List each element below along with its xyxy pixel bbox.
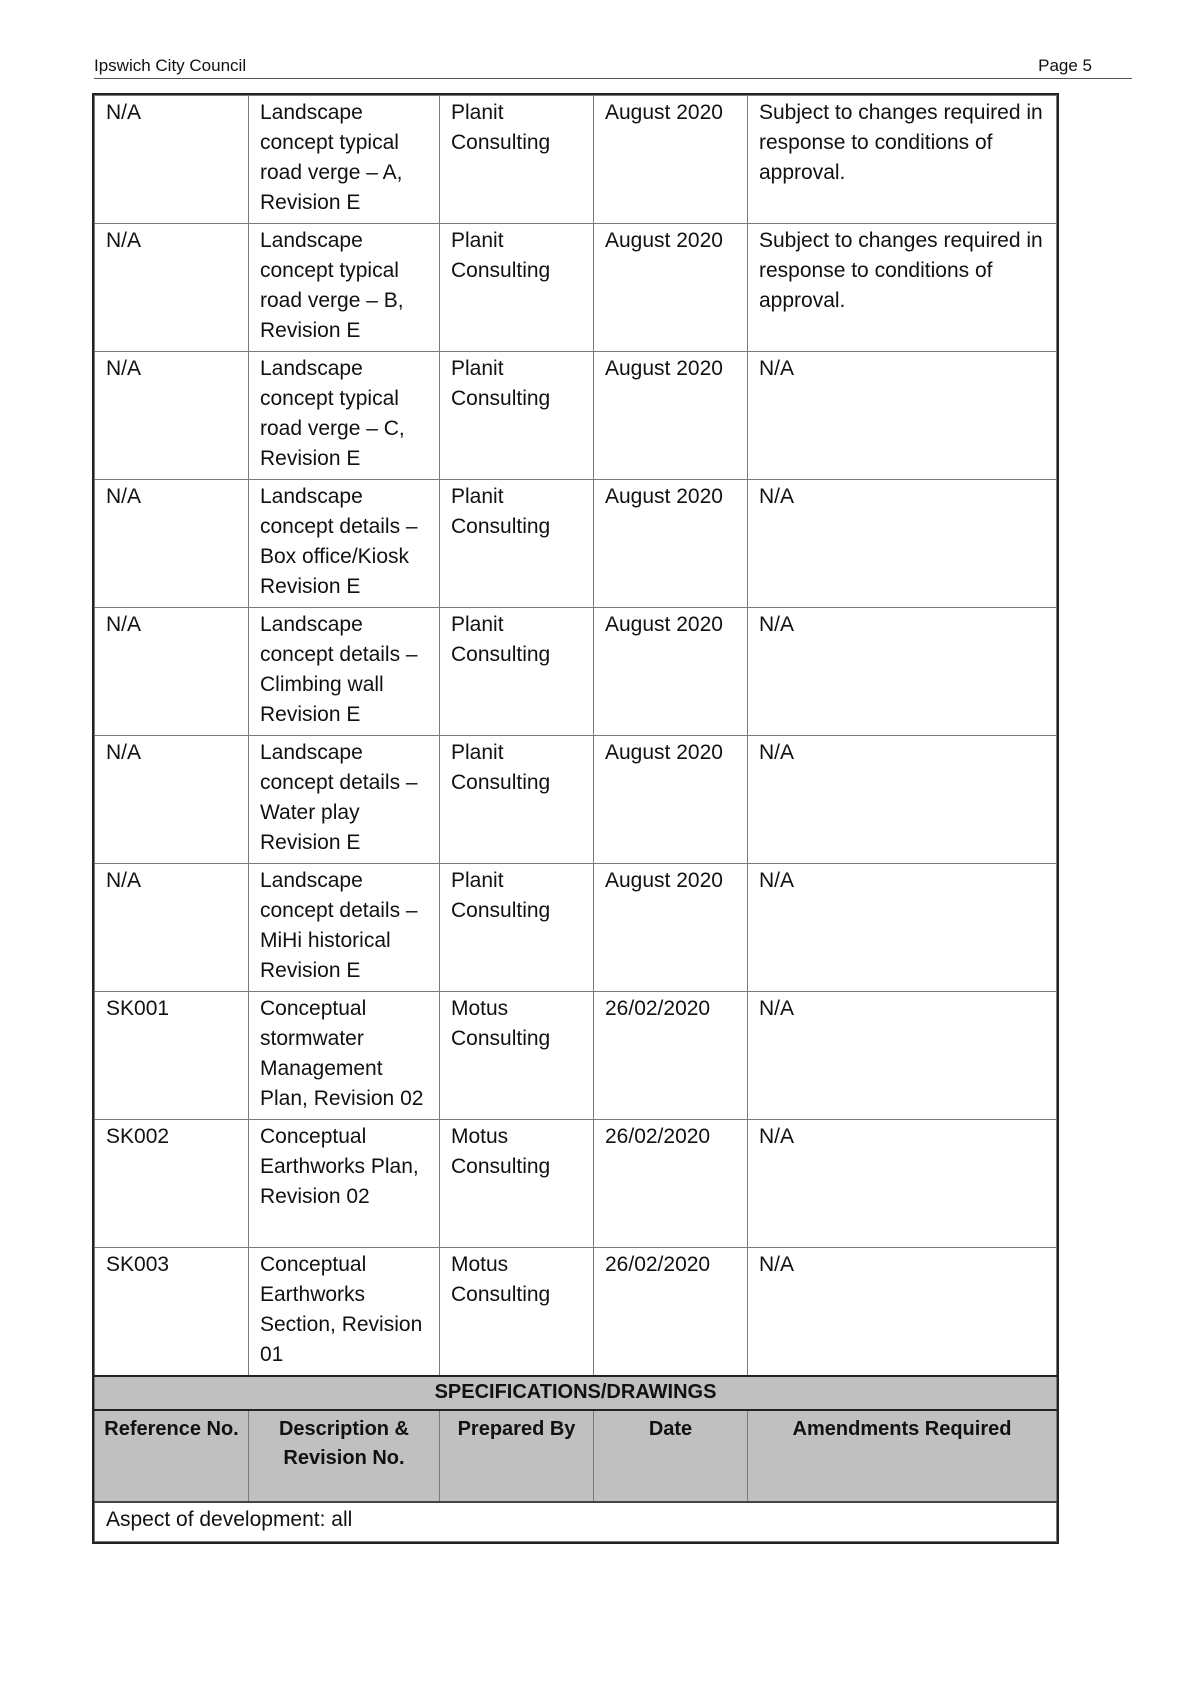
description-cell: Landscape concept details – Water play Revision E: [249, 736, 440, 864]
amendments-cell: N/A: [748, 864, 1057, 992]
page-header: [94, 54, 1132, 79]
drawings-table: [94, 95, 1057, 1542]
prepared-by-cell: Motus Consulting: [440, 1248, 594, 1377]
reference-cell: N/A: [95, 480, 249, 608]
table-row: [95, 1120, 1057, 1248]
column-header-row: [95, 1410, 1057, 1502]
reference-cell: N/A: [95, 352, 249, 480]
page-number: Page 5: [1038, 56, 1092, 75]
prepared-by-cell: Planit Consulting: [440, 224, 594, 352]
reference-cell: SK003: [95, 1248, 249, 1377]
reference-cell: N/A: [95, 736, 249, 864]
table-row: [95, 480, 1057, 608]
description-cell: Landscape concept details – Box office/Kiosk Revision E: [249, 480, 440, 608]
table-row: [95, 224, 1057, 352]
organization-name: Ipswich City Council: [94, 56, 247, 75]
amendments-cell: N/A: [748, 1248, 1057, 1377]
table-row: [95, 96, 1057, 224]
section-header-row: [95, 1376, 1057, 1410]
date-cell: August 2020: [594, 608, 748, 736]
date-cell: 26/02/2020: [594, 992, 748, 1120]
description-cell: Conceptual Earthworks Plan, Revision 02: [249, 1120, 440, 1248]
table-row: [95, 352, 1057, 480]
date-cell: August 2020: [594, 224, 748, 352]
reference-cell: SK002: [95, 1120, 249, 1248]
reference-cell: SK001: [95, 992, 249, 1120]
column-header-prepared-by: Prepared By: [440, 1410, 594, 1502]
prepared-by-cell: Motus Consulting: [440, 992, 594, 1120]
amendments-cell: N/A: [748, 608, 1057, 736]
amendments-cell: N/A: [748, 352, 1057, 480]
prepared-by-cell: Motus Consulting: [440, 1120, 594, 1248]
prepared-by-cell: Planit Consulting: [440, 736, 594, 864]
reference-cell: N/A: [95, 608, 249, 736]
reference-cell: N/A: [95, 224, 249, 352]
description-cell: Conceptual Earthworks Section, Revision 01: [249, 1248, 440, 1377]
prepared-by-cell: Planit Consulting: [440, 96, 594, 224]
description-cell: Landscape concept details – Climbing wall Revision E: [249, 608, 440, 736]
amendments-cell: N/A: [748, 992, 1057, 1120]
date-cell: August 2020: [594, 352, 748, 480]
description-cell: Landscape concept typical road verge – A, Revision E: [249, 96, 440, 224]
column-header-reference: Reference No.: [95, 1410, 249, 1502]
table-row: [95, 864, 1057, 992]
date-cell: August 2020: [594, 96, 748, 224]
amendments-cell: Subject to changes required in response to conditions of approval.: [748, 224, 1057, 352]
amendments-cell: N/A: [748, 736, 1057, 864]
section-title: SPECIFICATIONS/DRAWINGS: [95, 1376, 1057, 1410]
amendments-cell: N/A: [748, 1120, 1057, 1248]
date-cell: August 2020: [594, 736, 748, 864]
aspect-row: [95, 1502, 1057, 1542]
date-cell: 26/02/2020: [594, 1120, 748, 1248]
date-cell: August 2020: [594, 480, 748, 608]
prepared-by-cell: Planit Consulting: [440, 608, 594, 736]
prepared-by-cell: Planit Consulting: [440, 864, 594, 992]
column-header-amendments: Amendments Required: [748, 1410, 1057, 1502]
column-header-description: Description & Revision No.: [249, 1410, 440, 1502]
table-row: [95, 992, 1057, 1120]
description-cell: Landscape concept typical road verge – C, Revision E: [249, 352, 440, 480]
reference-cell: N/A: [95, 96, 249, 224]
description-cell: Conceptual stormwater Management Plan, Revision 02: [249, 992, 440, 1120]
aspect-of-development: Aspect of development: all: [95, 1502, 1057, 1542]
description-cell: Landscape concept typical road verge – B, Revision E: [249, 224, 440, 352]
amendments-cell: N/A: [748, 480, 1057, 608]
description-cell: Landscape concept details – MiHi historical Revision E: [249, 864, 440, 992]
date-cell: August 2020: [594, 864, 748, 992]
amendments-cell: Subject to changes required in response to conditions of approval.: [748, 96, 1057, 224]
table-row: [95, 608, 1057, 736]
table-row: [95, 1248, 1057, 1377]
date-cell: 26/02/2020: [594, 1248, 748, 1377]
prepared-by-cell: Planit Consulting: [440, 480, 594, 608]
table-row: [95, 736, 1057, 864]
column-header-date: Date: [594, 1410, 748, 1502]
prepared-by-cell: Planit Consulting: [440, 352, 594, 480]
reference-cell: N/A: [95, 864, 249, 992]
